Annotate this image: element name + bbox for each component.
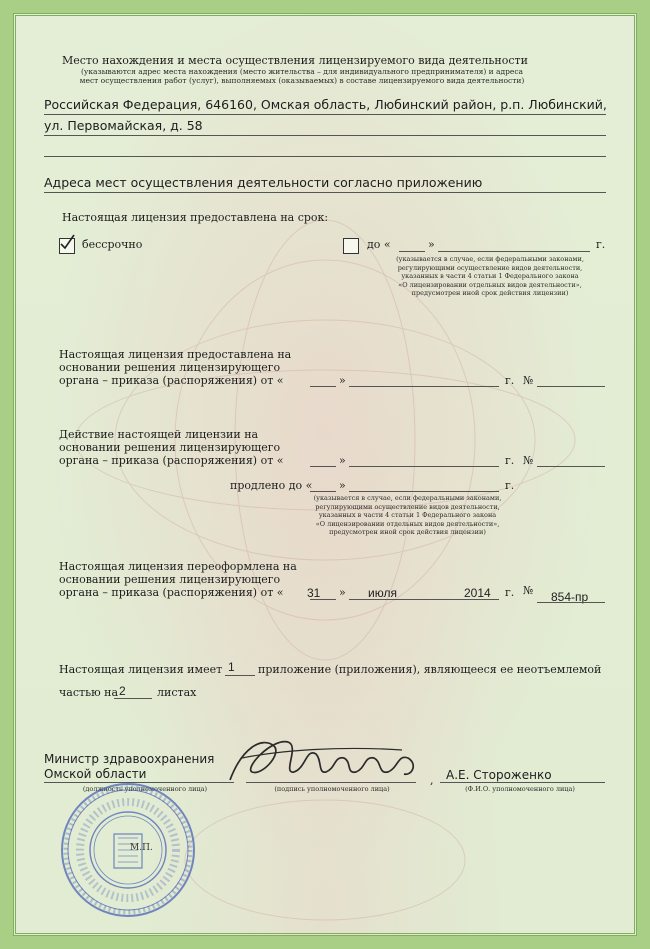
- extended-year: г.: [505, 479, 515, 492]
- position-caption: (должность уполномоченного лица): [82, 785, 208, 793]
- reissue-line3: органа – приказа (распоряжения) от «: [59, 586, 284, 599]
- address-line2: ул. Первомайская, д. 58: [44, 118, 203, 133]
- until-year-suffix: г.: [596, 238, 606, 251]
- location-note-line1: (указываются адрес места нахождения (место жительства – для индивидуального предпринимателя) и адреса: [80, 67, 524, 76]
- grant-quote: »: [339, 374, 346, 387]
- name-caption: (Ф.И.О. уполномоченного лица): [465, 785, 575, 793]
- extension-line3: органа – приказа (распоряжения) от «: [59, 454, 284, 467]
- term-note: (указывается в случае, если федеральными законами, регулирующими осуществление видов деятельности, указанных в части 4 статьи 1 Федерального закона «О лицензировании отдельных видов деятельности», предусмотрен иной срок действия лицензии): [396, 255, 584, 297]
- indefinite-label: бессрочно: [82, 238, 143, 251]
- appendix-count: 1: [228, 660, 235, 674]
- official-seal: [56, 778, 200, 922]
- location-title: Место нахождения и места осуществления лицензируемого вида деятельности: [62, 54, 528, 67]
- sheets-suffix: листах: [157, 686, 197, 699]
- grant-year: г.: [505, 374, 515, 387]
- grant-line2: основании решения лицензирующего: [59, 361, 281, 374]
- reissue-quote: »: [339, 586, 346, 599]
- reissue-line2: основании решения лицензирующего: [59, 573, 281, 586]
- until-checkbox[interactable]: [343, 238, 359, 254]
- position-line2: Омской области: [44, 767, 147, 781]
- extended-label: продлено до «: [230, 479, 313, 492]
- reissue-year: г.: [505, 586, 515, 599]
- reissue-number-value: 854-пр: [551, 590, 589, 604]
- appendix-suffix: приложение (приложения), являющееся ее неотъемлемой: [258, 663, 602, 676]
- mp-label: М.П.: [130, 843, 153, 853]
- reissue-number-label: №: [523, 584, 534, 597]
- extension-line1: Действие настоящей лицензии на: [59, 428, 259, 441]
- extension-year: г.: [505, 454, 515, 467]
- part-prefix: частью на: [59, 686, 119, 699]
- until-quote: »: [428, 238, 435, 251]
- until-prefix: до «: [367, 238, 391, 251]
- sheets-count: 2: [119, 684, 126, 698]
- extension-line2: основании решения лицензирующего: [59, 441, 281, 454]
- grant-line1: Настоящая лицензия предоставлена на: [59, 348, 292, 361]
- term-label: Настоящая лицензия предоставлена на срок:: [62, 211, 329, 224]
- grant-number: №: [523, 374, 534, 387]
- grant-line3: органа – приказа (распоряжения) от «: [59, 374, 284, 387]
- extended-quote: »: [339, 479, 346, 492]
- appendix-prefix: Настоящая лицензия имеет: [59, 663, 223, 676]
- location-note-line2: мест осуществления работ (услуг), выполняемых (оказываемых) в составе лицензируемого вида деятельности): [79, 76, 525, 85]
- indefinite-checkbox[interactable]: [59, 238, 75, 254]
- signer-name: А.Е. Стороженко: [446, 768, 552, 782]
- extension-quote: »: [339, 454, 346, 467]
- reissue-month: июля: [368, 586, 397, 600]
- extension-number: №: [523, 454, 534, 467]
- reissue-line1: Настоящая лицензия переоформлена на: [59, 560, 297, 573]
- activity-addresses: Адреса мест осуществления деятельности согласно приложению: [44, 175, 483, 190]
- address-line1: Российская Федерация, 646160, Омская область, Любинский район, р.п. Любинский,: [44, 97, 607, 112]
- signature-comma: ,: [430, 774, 434, 787]
- reissue-day: 31: [307, 586, 321, 600]
- reissue-year-value: 2014: [464, 586, 491, 600]
- position-line1: Министр здравоохранения: [44, 752, 215, 766]
- checkmark-icon: [59, 234, 75, 250]
- signature-caption: (подпись уполномоченного лица): [274, 785, 390, 793]
- extension-note: (указывается в случае, если федеральными законами, регулирующими осуществление видов деятельности, указанных в части 4 статьи 1 Федерального закона «О лицензировании отдельных видов деятельности», предусмотрен иной срок действия лицензии): [313, 494, 502, 536]
